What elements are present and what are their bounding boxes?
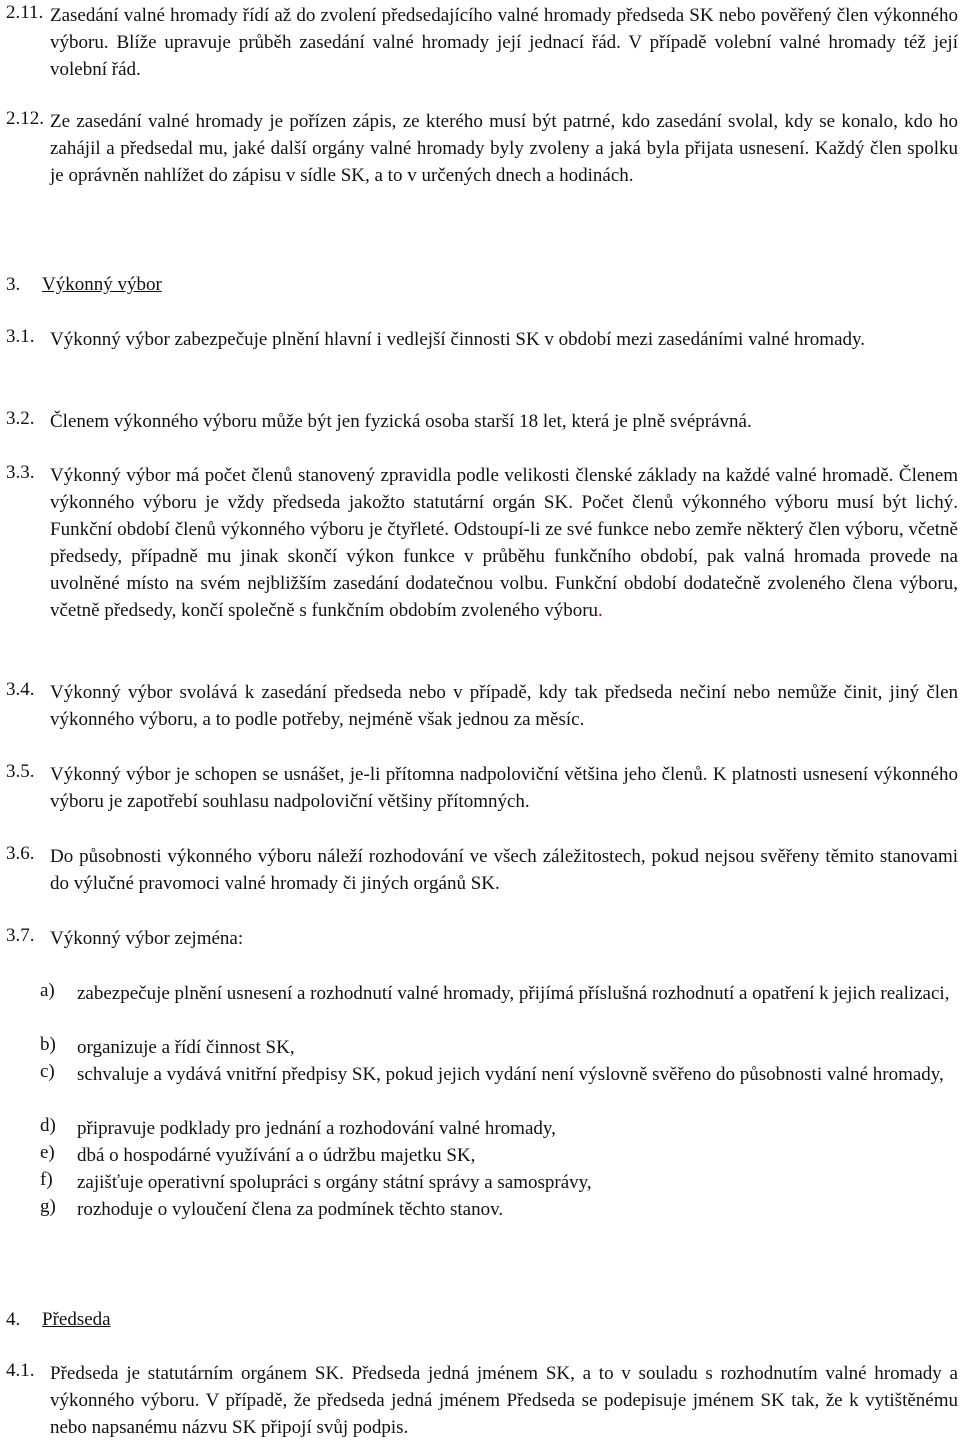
paragraph-number: 3.3.	[6, 462, 35, 483]
list-item-g	[40, 1196, 958, 1223]
list-item-letter: a)	[40, 980, 55, 1001]
paragraph-text: Výkonný výbor svolává k zasedání předseda nebo v případě, kdy tak předseda nečiní nebo nemůže činit, jiný člen výkonného výboru, a to podle potřeby, nejméně však jednou za měsíc.	[50, 682, 958, 730]
list-item-letter: g)	[40, 1196, 56, 1217]
section-heading-3	[6, 271, 162, 298]
paragraph-number: 3.1.	[6, 326, 35, 347]
paragraph-text: Předseda je statutárním orgánem SK. Předseda jedná jménem SK, a to v souladu s rozhodnutím valné hromady a výkonného výboru. V případě, že předseda jedná jménem Předseda se podepisuje jménem SK tak, že k vytištěnému nebo napsanému názvu SK připojí svůj podpis.	[50, 1363, 958, 1438]
section-number: 4.	[6, 1309, 21, 1330]
paragraph-number: 3.7.	[6, 925, 35, 946]
list-item-a	[40, 980, 958, 1007]
paragraph-number: 3.5.	[6, 761, 35, 782]
paragraph-3-7	[6, 925, 958, 952]
list-item-b	[40, 1034, 958, 1061]
paragraph-text: Výkonný výbor je schopen se usnášet, je-li přítomna nadpoloviční většina jeho členů. K platnosti usnesení výkonného výboru je zapotřebí souhlasu nadpoloviční většiny přítomných.	[50, 764, 958, 812]
section-number: 3.	[6, 274, 21, 295]
section-heading-4	[6, 1306, 111, 1333]
list-item-text: zabezpečuje plnění usnesení a rozhodnutí valné hromady, přijímá příslušná rozhodnutí a opatření k jejich realizaci,	[77, 983, 950, 1004]
paragraph-text: Výkonný výbor zejména:	[50, 928, 244, 949]
paragraph-number: 2.12.	[6, 108, 44, 129]
paragraph-number: 3.4.	[6, 679, 35, 700]
paragraph-4-1	[6, 1360, 958, 1441]
section-title: Výkonný výbor	[42, 274, 162, 295]
paragraph-number: 4.1.	[6, 1360, 35, 1381]
list-item-text: rozhoduje o vyloučení člena za podmínek těchto stanov.	[77, 1199, 504, 1220]
paragraph-text-main: Výkonný výbor má počet členů stanovený zpravidla podle velikosti členské základy na každé valné hromadě. Členem výkonného výboru je vždy předseda jakožto statutární orgán SK. Počet členů výkonného výboru musí být lichý. Funkční období členů výkonného výboru je čtyřleté. Odstoupí-li ze své funkce nebo zemře některý člen výboru, včetně předsedy, případně mu jinak skončí výkon funkce v průběhu funkčního období, pak valná hromada provede na uvolněné místo na svém nejbližším zasedání dodatečnou volbu. Funkční období dodatečně zvoleného člena výboru, včetně předsedy, končí společně s funkčním obdobím zvoleného výboru	[50, 465, 958, 621]
paragraph-end-period: .	[598, 600, 603, 621]
paragraph-3-1	[6, 326, 958, 353]
paragraph-3-2	[6, 408, 958, 435]
paragraph-text: Výkonný výbor zabezpečuje plnění hlavní i vedlejší činnosti SK v období mezi zasedáními valné hromady.	[50, 329, 866, 350]
paragraph-3-6	[6, 843, 958, 897]
list-item-letter: b)	[40, 1034, 56, 1055]
paragraph-text: Zasedání valné hromady řídí až do zvolení předsedajícího valné hromady předseda SK nebo pověřený člen výkonného výboru. Blíže upravuje průběh zasedání valné hromady její jednací řád. V případě volební valné hromady též její volební řád.	[50, 5, 958, 80]
list-item-c	[40, 1061, 958, 1088]
list-item-text: schvaluje a vydává vnitřní předpisy SK, pokud jejich vydání není výslovně svěřeno do působnosti valné hromady,	[77, 1064, 944, 1085]
paragraph-3-4	[6, 679, 958, 733]
list-item-letter: c)	[40, 1061, 55, 1082]
list-item-text: zajišťuje operativní spolupráci s orgány státní správy a samosprávy,	[77, 1172, 592, 1193]
paragraph-text: Členem výkonného výboru může být jen fyzická osoba starší 18 let, která je plně svéprávná.	[50, 411, 752, 432]
paragraph-number: 3.2.	[6, 408, 35, 429]
list-item-text: připravuje podklady pro jednání a rozhodování valné hromady,	[77, 1118, 556, 1139]
list-item-e	[40, 1142, 958, 1169]
paragraph-3-3	[6, 462, 958, 624]
paragraph-number: 2.11.	[6, 2, 44, 23]
list-item-d	[40, 1115, 958, 1142]
paragraph-text: Ze zasedání valné hromady je pořízen zápis, ze kterého musí být patrné, kdo zasedání svolal, kdy se konalo, kdo ho zahájil a předsedal mu, jaké další orgány valné hromady byly zvoleny a jaká byla přijata usnesení. Každý člen spolku je oprávněn nahlížet do zápisu v sídle SK, a to v určených dnech a hodinách.	[50, 111, 958, 186]
paragraph-3-5	[6, 761, 958, 815]
list-item-letter: d)	[40, 1115, 56, 1136]
paragraph-2-12	[6, 108, 958, 189]
section-title: Předseda	[42, 1309, 111, 1330]
paragraph-text: Do působnosti výkonného výboru náleží rozhodování ve všech záležitostech, pokud nejsou svěřeny těmito stanovami do výlučné pravomoci valné hromady či jiných orgánů SK.	[50, 846, 958, 894]
list-item-letter: e)	[40, 1142, 55, 1163]
list-item-letter: f)	[40, 1169, 53, 1190]
list-item-f	[40, 1169, 958, 1196]
list-item-text: organizuje a řídí činnost SK,	[77, 1037, 295, 1058]
list-item-text: dbá o hospodárné využívání a o údržbu majetku SK,	[77, 1145, 476, 1166]
paragraph-2-11	[6, 2, 958, 83]
paragraph-number: 3.6.	[6, 843, 35, 864]
paragraph-text	[50, 462, 958, 624]
